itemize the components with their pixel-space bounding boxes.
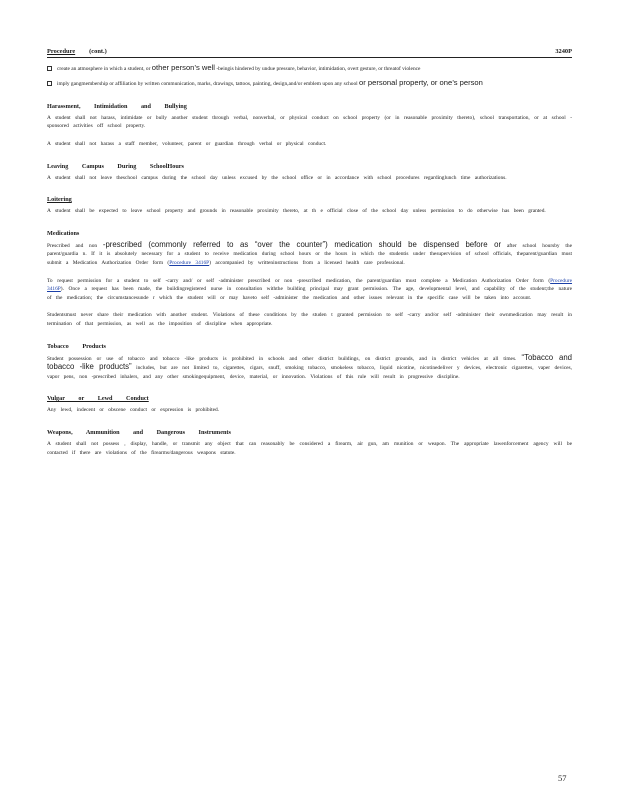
para-emph-text: -prescribed (commonly referred to as “over the counter”) medication should be dispensed before or bbox=[102, 239, 502, 249]
bullet-item bbox=[47, 79, 572, 88]
para-medications-3: Studentsmust never share their medication with another student. Violations of these conditions by the studen t granted permission to self -carry and/or self -administer their ownmedication may result in termination of that permission, as well as the imposition of discipline when appropriate. bbox=[47, 312, 572, 327]
para-text: includes, but are not limited to, cigarettes, cigars, snuff, smoking tobacco, smokeless tobacco, liquid nicotine, nicotinedeliver y devices, electronic cigarettes, vaper devices, vapor pens, non -prescribed inhalers, and any other smokingequipment, device, material, or innovation. Violations of this rule will result in progressive discipline. bbox=[47, 365, 572, 380]
para-medications-1 bbox=[47, 241, 572, 268]
heading-tobacco: Tobacco Products bbox=[47, 342, 106, 350]
header-cont: (cont.) bbox=[89, 48, 107, 55]
procedure-3416p-link[interactable]: Procedure 3416P bbox=[47, 277, 572, 293]
para-text: ). Once a request has been made, the buildingregistered nurse in consultation withthe building principal may grant permission. The age, developmental level, and capability of the student;the nature of the medication; the circumstancesunde r which the student will or may haveto self -administer the medication and other issues relevant in the specific case will be taken into account. bbox=[47, 286, 572, 301]
para-weapons: A student shall not possess , display, handle, or transmit any object that can reasonably be considered a firearm, air gun, am munition or weapon. The appropriate lawenforcement agency will be contacted if there are violations of the firearms/dangerous weapons statute. bbox=[47, 440, 572, 456]
para-text: Prescribed and non bbox=[47, 242, 98, 249]
para-text: Student possession or use of tobacco and tobacco -like products is prohibited in schools and other district buildings, on district grounds, and in district vehicles at all times. bbox=[47, 355, 517, 362]
para-text: To request permission for a student to self -carry and/ or self -administer prescribed or non -prescribed medication, the parent/guardian must complete a Medication Authorization Order form ( bbox=[47, 277, 551, 284]
heading-loitering bbox=[47, 196, 572, 203]
header-procedure: Procedure bbox=[47, 48, 76, 55]
header-left bbox=[47, 48, 107, 55]
para-harassment-1: A student shall not harass, intimidate or bully another student through verbal, nonverbal, or physical conduct on school property (or in reasonable proximity thereto), school transportation, or at school -sponsored activities off school property. bbox=[47, 114, 572, 130]
bullet-text-cont: -beingis hindered by undue pressure, behavior, intimidation, overt gesture, or threatof violence bbox=[216, 66, 421, 72]
para-leaving: A student shall not leave theschool campus during the school day unless excused by the school office or in accordance with school procedures regardinglunch time authorizations. bbox=[47, 174, 507, 181]
para-text: ) accompanied by writteninstructions from a licensed health care professional. bbox=[209, 259, 405, 266]
heading-loitering-text: Loitering bbox=[47, 196, 72, 204]
bullet-emph-text: or personal property, or one’s person bbox=[359, 78, 483, 88]
heading-vulgar-text: Vulgar or Lewd Conduct bbox=[47, 395, 149, 403]
procedure-3416p-link[interactable]: Procedure 3416P bbox=[169, 259, 210, 266]
para-vulgar: Any lewd, indecent or obscene conduct or expression is prohibited. bbox=[47, 407, 220, 414]
document-page bbox=[47, 48, 572, 466]
heading-vulgar bbox=[47, 395, 572, 402]
checkbox-bullet-icon bbox=[47, 81, 52, 86]
heading-harassment: Harassment, Intimidation and Bullying bbox=[47, 102, 187, 110]
para-emph-text: “Tobacco and tobacco -like products” bbox=[47, 352, 572, 372]
header-code: 3240P bbox=[555, 48, 572, 55]
bullet-text: imply gangmembership or affiliation by written communication, marks, drawings, tattoos, painting, design,and/or emblem upon any school bbox=[57, 81, 358, 88]
para-loitering: A student shall be expected to leave school property and grounds in reasonable proximity thereto, at th e official close of the school day unless permission to do otherwise has been granted. bbox=[47, 208, 546, 215]
bullet-emph-text: other person’s well bbox=[151, 63, 215, 72]
heading-weapons: Weapons, Ammunition and Dangerous Instruments bbox=[47, 428, 231, 436]
bullet-text: create an atmosphere in which a student, or bbox=[57, 66, 151, 72]
page-header bbox=[47, 48, 572, 58]
bullet-item bbox=[47, 64, 572, 73]
para-harassment-2: A student shall not harass a staff member, volunteer, parent or guardian through verbal or physical conduct. bbox=[47, 141, 327, 147]
para-medications-2 bbox=[47, 277, 572, 303]
para-tobacco bbox=[47, 354, 572, 382]
para-text: after school hoursby the parent/guardia n. If it is absolutely necessary for a student to receive medication during school hours or the hours in which the studentis under thesupervision of school officials, theparent/guardian must submit a Medication Authorization Order form ( bbox=[47, 242, 572, 266]
page-number: 57 bbox=[558, 773, 567, 783]
heading-leaving: Leaving Campus During SchoolHours bbox=[47, 162, 184, 170]
checkbox-bullet-icon bbox=[47, 66, 52, 71]
heading-medications: Medications bbox=[47, 229, 80, 237]
